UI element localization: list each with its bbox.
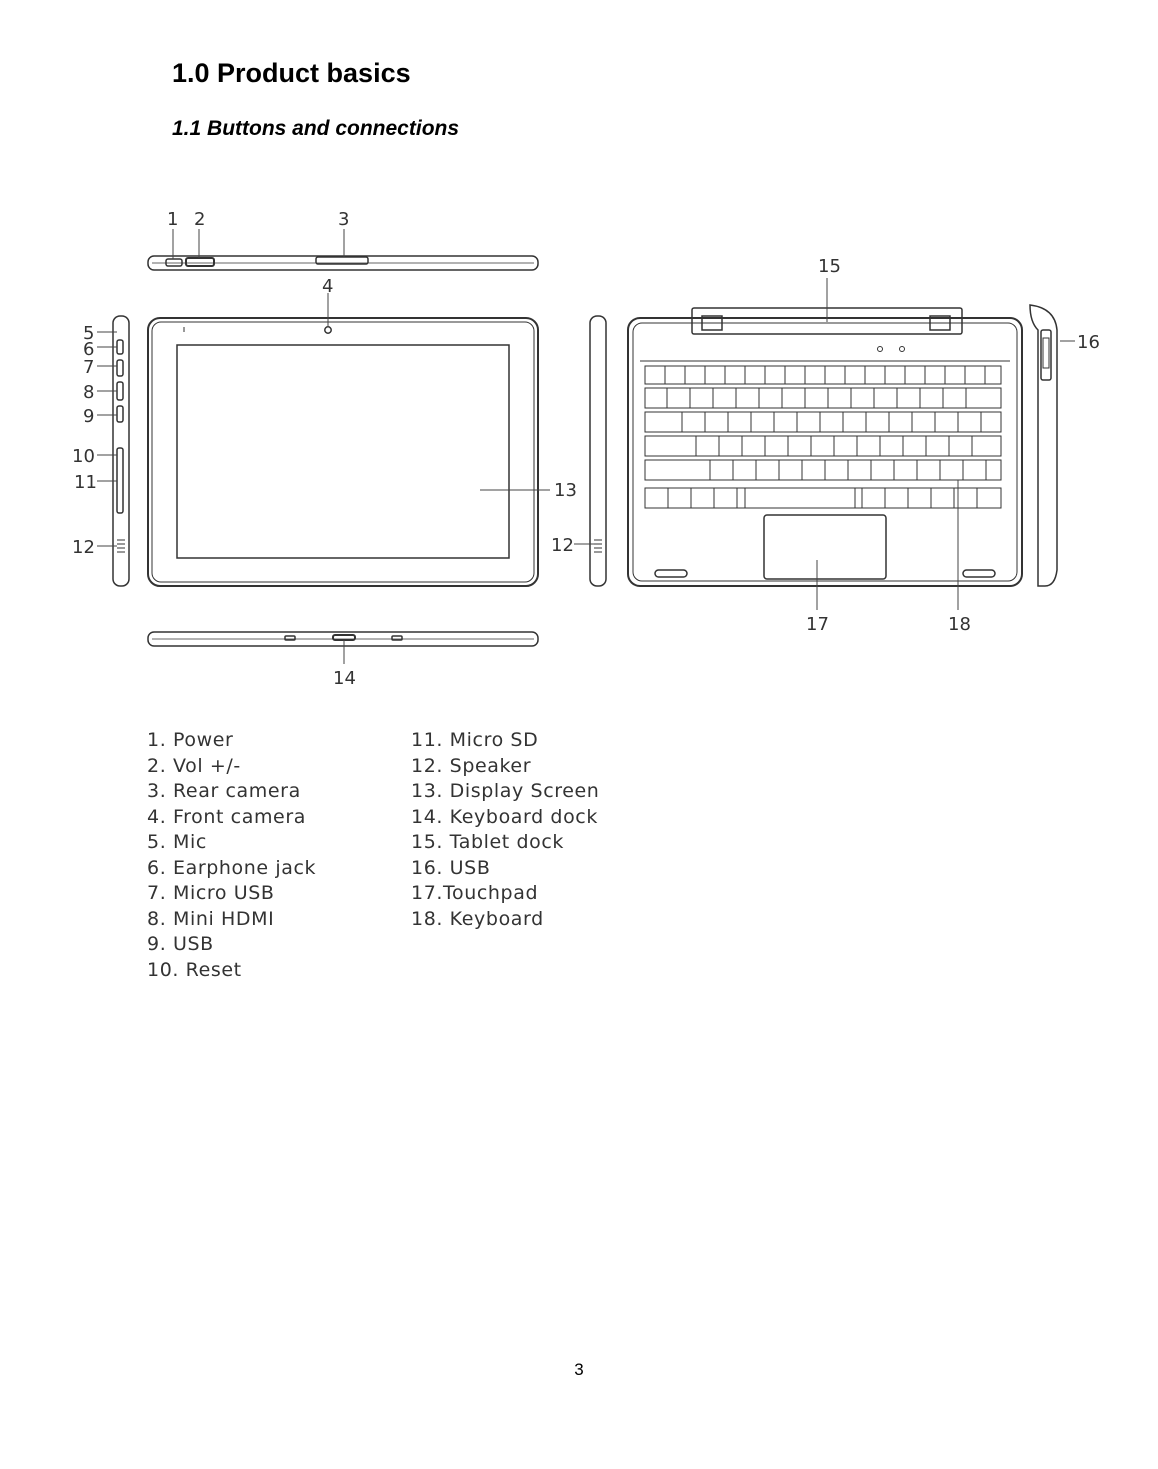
legend-item: 11. Micro SD bbox=[411, 729, 539, 751]
keyboard-dock-side-view bbox=[1030, 305, 1057, 586]
callout-12-left: 12 bbox=[72, 537, 95, 558]
callout-12-right: 12 bbox=[551, 535, 574, 556]
legend-item: 18. Keyboard bbox=[411, 907, 544, 930]
tablet-top-edge-view bbox=[148, 256, 538, 270]
callout-16: 16 bbox=[1077, 332, 1100, 353]
keyboard-dock-view bbox=[628, 308, 1022, 586]
legend-column-1 bbox=[147, 728, 316, 983]
section-title: 1.0 Product basics bbox=[172, 58, 411, 88]
legend-item: 2. Vol +/- bbox=[147, 754, 241, 777]
tablet-bottom-edge-view bbox=[148, 632, 538, 646]
legend-item: 6. Earphone jack bbox=[147, 856, 317, 879]
legend-item: 1. Power bbox=[147, 729, 234, 751]
legend-column-2 bbox=[411, 728, 599, 932]
callout-18: 18 bbox=[948, 614, 971, 635]
callout-7: 7 bbox=[83, 357, 95, 378]
legend-item: 3. Rear camera bbox=[147, 780, 301, 802]
callout-14: 14 bbox=[333, 668, 356, 689]
page-number: 3 bbox=[574, 1360, 584, 1379]
callout-3: 3 bbox=[338, 209, 350, 230]
callout-6: 6 bbox=[83, 339, 95, 360]
callout-2: 2 bbox=[194, 209, 206, 230]
callout-13: 13 bbox=[554, 480, 577, 501]
legend-item: 9. USB bbox=[147, 933, 214, 955]
callout-4: 4 bbox=[322, 276, 334, 297]
legend-item: 8. Mini HDMI bbox=[147, 907, 275, 930]
callout-8: 8 bbox=[83, 382, 95, 403]
callout-10: 10 bbox=[72, 446, 95, 467]
legend-item: 17.Touchpad bbox=[411, 882, 539, 904]
legend-item: 14. Keyboard dock bbox=[411, 805, 598, 828]
legend-item: 5. Mic bbox=[147, 831, 207, 853]
subsection-title: 1.1 Buttons and connections bbox=[172, 117, 460, 140]
legend-item: 10. Reset bbox=[147, 958, 242, 981]
legend-item: 13. Display Screen bbox=[411, 780, 600, 802]
callout-1: 1 bbox=[167, 209, 179, 230]
callout-15: 15 bbox=[818, 256, 841, 277]
legend-item: 16. USB bbox=[411, 856, 491, 879]
callout-9: 9 bbox=[83, 406, 95, 427]
legend-item: 15. Tablet dock bbox=[411, 831, 565, 853]
tablet-right-side-view bbox=[590, 316, 606, 586]
legend-item: 7. Micro USB bbox=[147, 882, 275, 904]
legend-item: 12. Speaker bbox=[411, 754, 532, 777]
callout-11: 11 bbox=[74, 472, 97, 493]
product-diagram bbox=[0, 0, 1158, 700]
legend-item: 4. Front camera bbox=[147, 805, 307, 828]
callout-17: 17 bbox=[806, 614, 829, 635]
tablet-front-view bbox=[148, 318, 538, 586]
callout-5: 5 bbox=[83, 323, 95, 344]
